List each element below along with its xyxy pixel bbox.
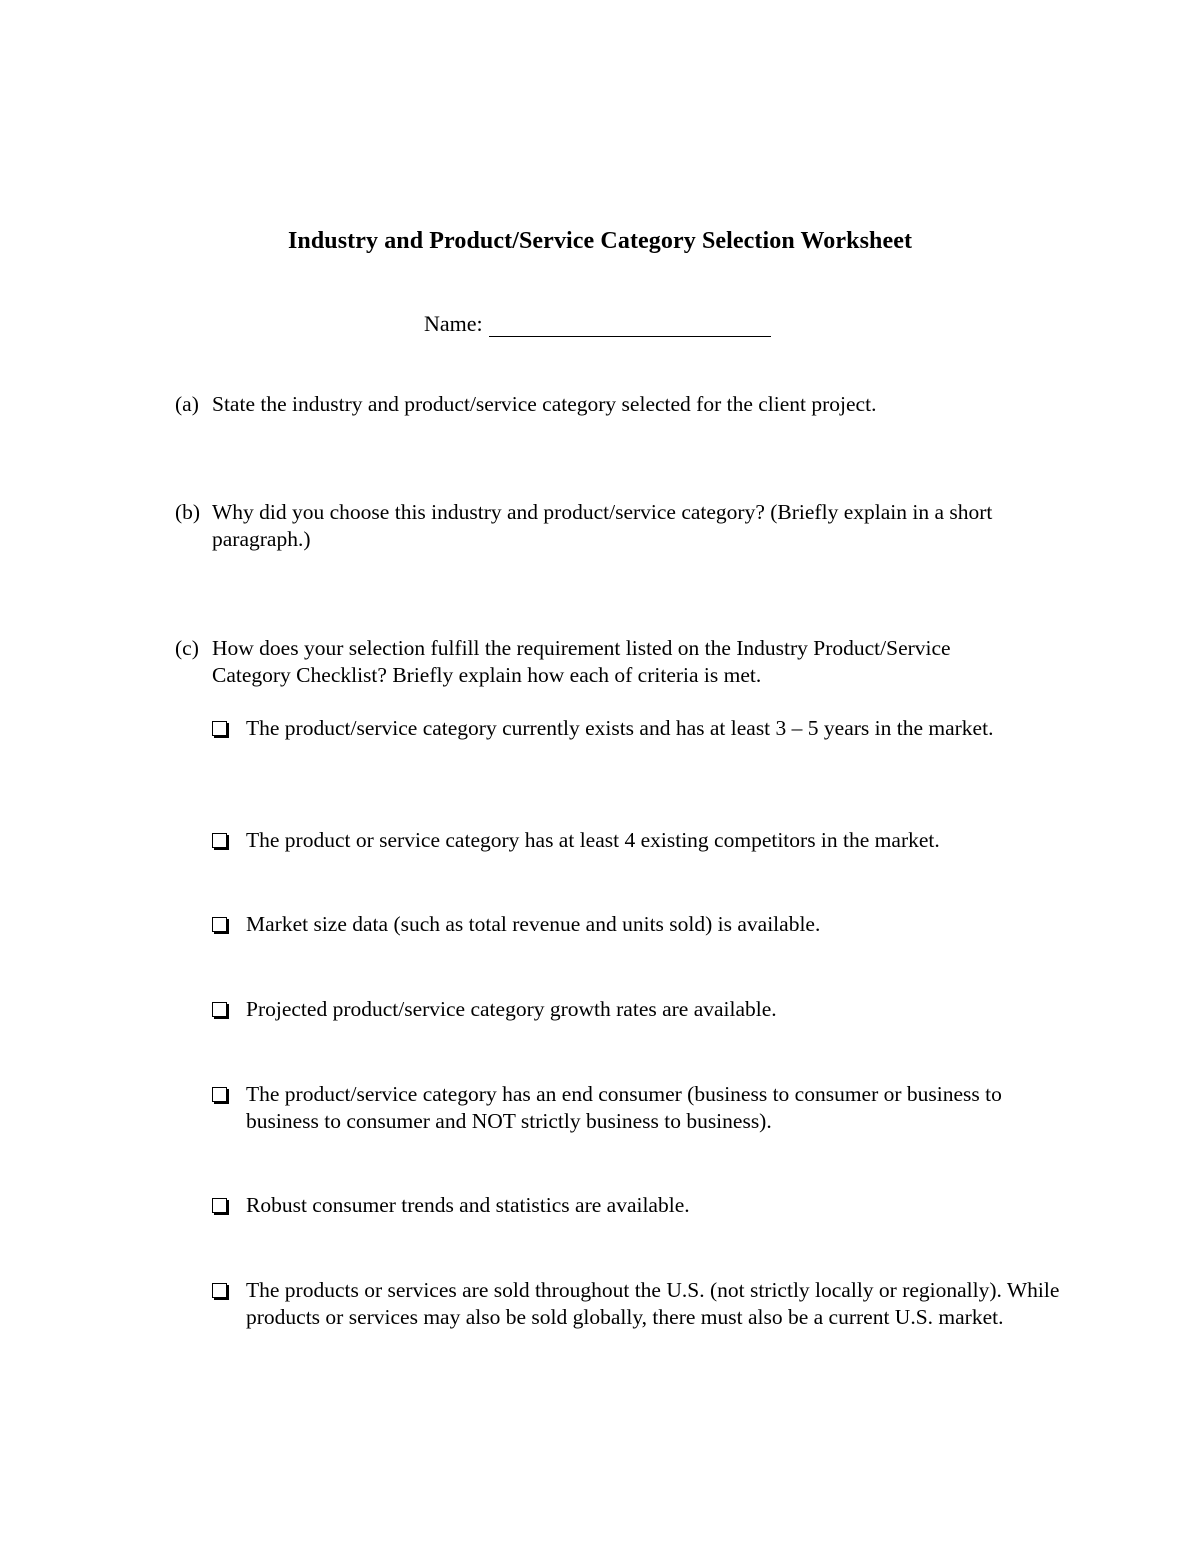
- checklist-item: [212, 1081, 1072, 1135]
- worksheet-title: Industry and Product/Service Category Selection Worksheet: [287, 228, 913, 254]
- question-text: State the industry and product/service category selected for the client project.: [212, 392, 877, 416]
- name-field-row: [424, 310, 771, 337]
- checklist-item-text: The product or service category has at least 4 existing competitors in the market.: [246, 828, 940, 852]
- question-letter: (c): [175, 636, 199, 660]
- checklist-item-text: The product/service category currently exists and has at least 3 – 5 years in the market.: [246, 716, 994, 740]
- question-letter: (b): [175, 500, 201, 524]
- checklist-item: [212, 996, 1062, 1023]
- checklist-item-text: The products or services are sold throughout the U.S. (not strictly locally or regionally). While products or services may also be sold globally, there must also be a current U.S. market.: [246, 1278, 1060, 1329]
- checklist-item-text: The product/service category has an end consumer (business to consumer or business to business to consumer and NOT strictly business to business).: [246, 1082, 1002, 1133]
- checkbox-icon[interactable]: [212, 1283, 227, 1298]
- checklist-item-text: Robust consumer trends and statistics are available.: [246, 1193, 690, 1217]
- checklist-item: [212, 911, 1062, 938]
- checklist-item: [212, 1277, 1072, 1331]
- question-a: [175, 391, 1055, 418]
- question-text: How does your selection fulfill the requirement listed on the Industry Product/Service Category Checklist? Briefly explain how each of criteria is met.: [212, 636, 951, 687]
- question-letter: (a): [175, 392, 199, 416]
- checkbox-icon[interactable]: [212, 1002, 227, 1017]
- checkbox-icon[interactable]: [212, 833, 227, 848]
- checklist-item-text: Market size data (such as total revenue and units sold) is available.: [246, 912, 821, 936]
- checklist-item-text: Projected product/service category growth rates are available.: [246, 997, 777, 1021]
- checkbox-icon[interactable]: [212, 917, 227, 932]
- checklist-item: [212, 1192, 1062, 1219]
- checklist-item: [212, 827, 1062, 854]
- checkbox-icon[interactable]: [212, 1087, 227, 1102]
- checkbox-icon[interactable]: [212, 1198, 227, 1213]
- question-text: Why did you choose this industry and product/service category? (Briefly explain in a short paragraph.): [212, 500, 993, 551]
- checklist-item: [212, 715, 1012, 742]
- name-blank-line: [489, 314, 771, 337]
- question-c: [175, 635, 1030, 689]
- name-label: Name:: [424, 311, 483, 336]
- question-b: [175, 499, 1025, 553]
- checkbox-icon[interactable]: [212, 721, 227, 736]
